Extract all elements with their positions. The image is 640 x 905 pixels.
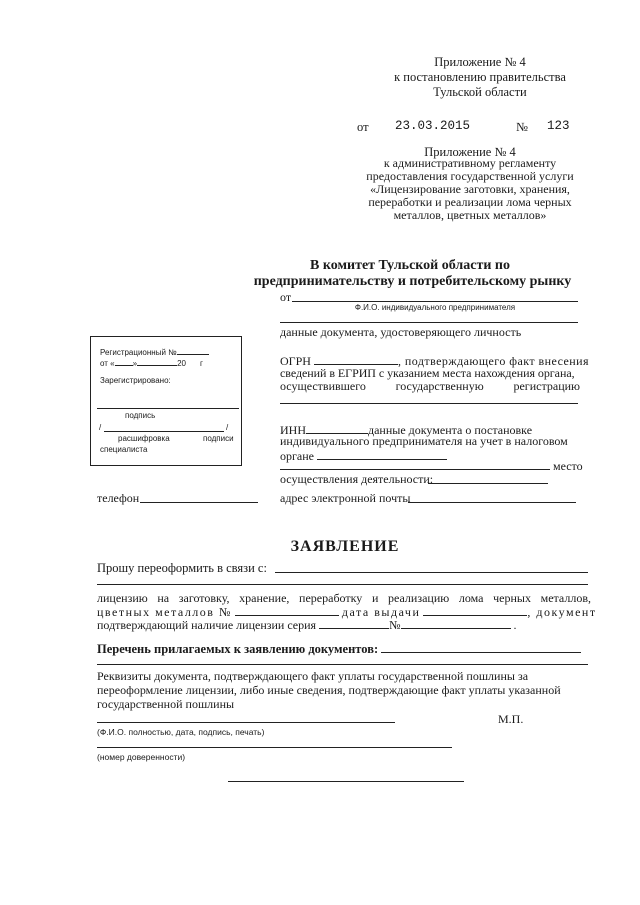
ogrn-text-2: сведений в ЕГРИП с указанием места нахождения органа, bbox=[280, 366, 575, 380]
decree-number-value: 123 bbox=[547, 119, 570, 133]
attached-docs-line[interactable] bbox=[97, 664, 588, 665]
license-text-2: цветных металлов № дата выдачи , документ bbox=[97, 605, 597, 619]
proxy-caption: (номер доверенности) bbox=[97, 752, 186, 762]
reg-decoding-caption: расшифровка bbox=[118, 434, 170, 443]
reg-signature-caption: подпись bbox=[125, 411, 156, 420]
inn-text-2: индивидуального предпринимателя на учет в налоговом bbox=[280, 434, 568, 448]
appendix-ref-line-1: к постановлению правительства bbox=[394, 70, 566, 84]
reg-signature-line[interactable] bbox=[97, 408, 239, 409]
fio-signature-line[interactable] bbox=[97, 722, 395, 723]
request-line-1[interactable] bbox=[275, 572, 588, 573]
fio-caption: Ф.И.О. индивидуального предпринимателя bbox=[354, 303, 516, 312]
fio-line-2[interactable] bbox=[280, 322, 578, 323]
decree-number-label: № bbox=[516, 120, 528, 134]
inn-text-3: органе bbox=[280, 448, 447, 463]
requisites-text-2: переоформление лицензии, либо иные сведения, подтверждающие факт уплаты указанной bbox=[97, 683, 561, 697]
appendix-ref-line-2: Тульской области bbox=[433, 85, 527, 99]
reg-decoding-line[interactable] bbox=[104, 431, 224, 432]
fio-line[interactable] bbox=[292, 301, 578, 302]
regulation-line-2: предоставления государственной услуги bbox=[366, 169, 574, 183]
license-text-3: подтверждающий наличие лицензии серия № . bbox=[97, 618, 517, 632]
bottom-line[interactable] bbox=[228, 781, 464, 782]
activity-line[interactable] bbox=[428, 483, 548, 484]
reg-signature2-caption: подписи bbox=[203, 434, 234, 443]
regulation-line-1: к административному регламенту bbox=[383, 156, 557, 170]
reg-specialist-caption: специалиста bbox=[100, 445, 148, 454]
regulation-line-4: переработки и реализации лома черных bbox=[368, 195, 572, 209]
email-label: адрес электронной почты bbox=[280, 491, 411, 505]
email-line[interactable] bbox=[408, 502, 576, 503]
registered-label: Зарегистрировано: bbox=[100, 376, 171, 385]
appendix-title-2: Приложение № 4 bbox=[424, 145, 516, 159]
attached-docs-label: Перечень прилагаемых к заявлению документов: bbox=[97, 641, 581, 657]
request-line-2[interactable] bbox=[97, 584, 588, 585]
addressee-line-1: В комитет Тульской области по bbox=[310, 258, 510, 273]
phone-label: телефон bbox=[97, 491, 140, 505]
reg-date-row: от « » 20 г bbox=[100, 354, 203, 368]
activity-place-line[interactable] bbox=[280, 469, 550, 470]
decree-date-value: 23.03.2015 bbox=[395, 119, 471, 133]
ogrn-row: ОГРН , подтверждающего факт внесения bbox=[280, 354, 590, 368]
reg-number-label: Регистрационный № bbox=[100, 343, 209, 357]
license-text-1: лицензию на заготовку, хранение, переработку и реализацию лома черных металлов, bbox=[97, 591, 591, 605]
id-document-label: данные документа, удостоверяющего личность bbox=[280, 325, 522, 339]
fio-signature-caption: (Ф.И.О. полностью, дата, подпись, печать) bbox=[97, 727, 265, 737]
requisites-text-1: Реквизиты документа, подтверждающего факт уплаты государственной пошлины за bbox=[97, 669, 529, 683]
decree-date-label: от bbox=[357, 120, 369, 134]
ogrn-text-3: осуществившего государственную регистрацию bbox=[280, 379, 580, 393]
regulation-line-5: металлов, цветных металлов» bbox=[393, 208, 547, 222]
request-label: Прошу переоформить в связи с: bbox=[97, 561, 267, 575]
appendix-title-1: Приложение № 4 bbox=[434, 55, 526, 69]
phone-line[interactable] bbox=[140, 502, 258, 503]
inn-row: ИНН данные документа о постановке bbox=[280, 423, 533, 437]
stamp-label: М.П. bbox=[498, 712, 524, 726]
requisites-text-3: государственной пошлины bbox=[97, 697, 235, 711]
reg-slash-left: / bbox=[99, 423, 102, 432]
document-title: ЗАЯВЛЕНИЕ bbox=[290, 538, 400, 555]
place-label: место bbox=[553, 459, 583, 473]
regulation-line-3: «Лицензирование заготовки, хранения, bbox=[370, 182, 570, 196]
activity-label: осуществления деятельности: bbox=[280, 472, 434, 486]
ogrn-extra-line[interactable] bbox=[280, 403, 578, 404]
addressee-line-2: предпринимательству и потребительскому рынку bbox=[253, 274, 572, 289]
proxy-line[interactable] bbox=[97, 747, 452, 748]
reg-slash-right: / bbox=[226, 423, 229, 432]
from-label: от bbox=[280, 290, 292, 304]
